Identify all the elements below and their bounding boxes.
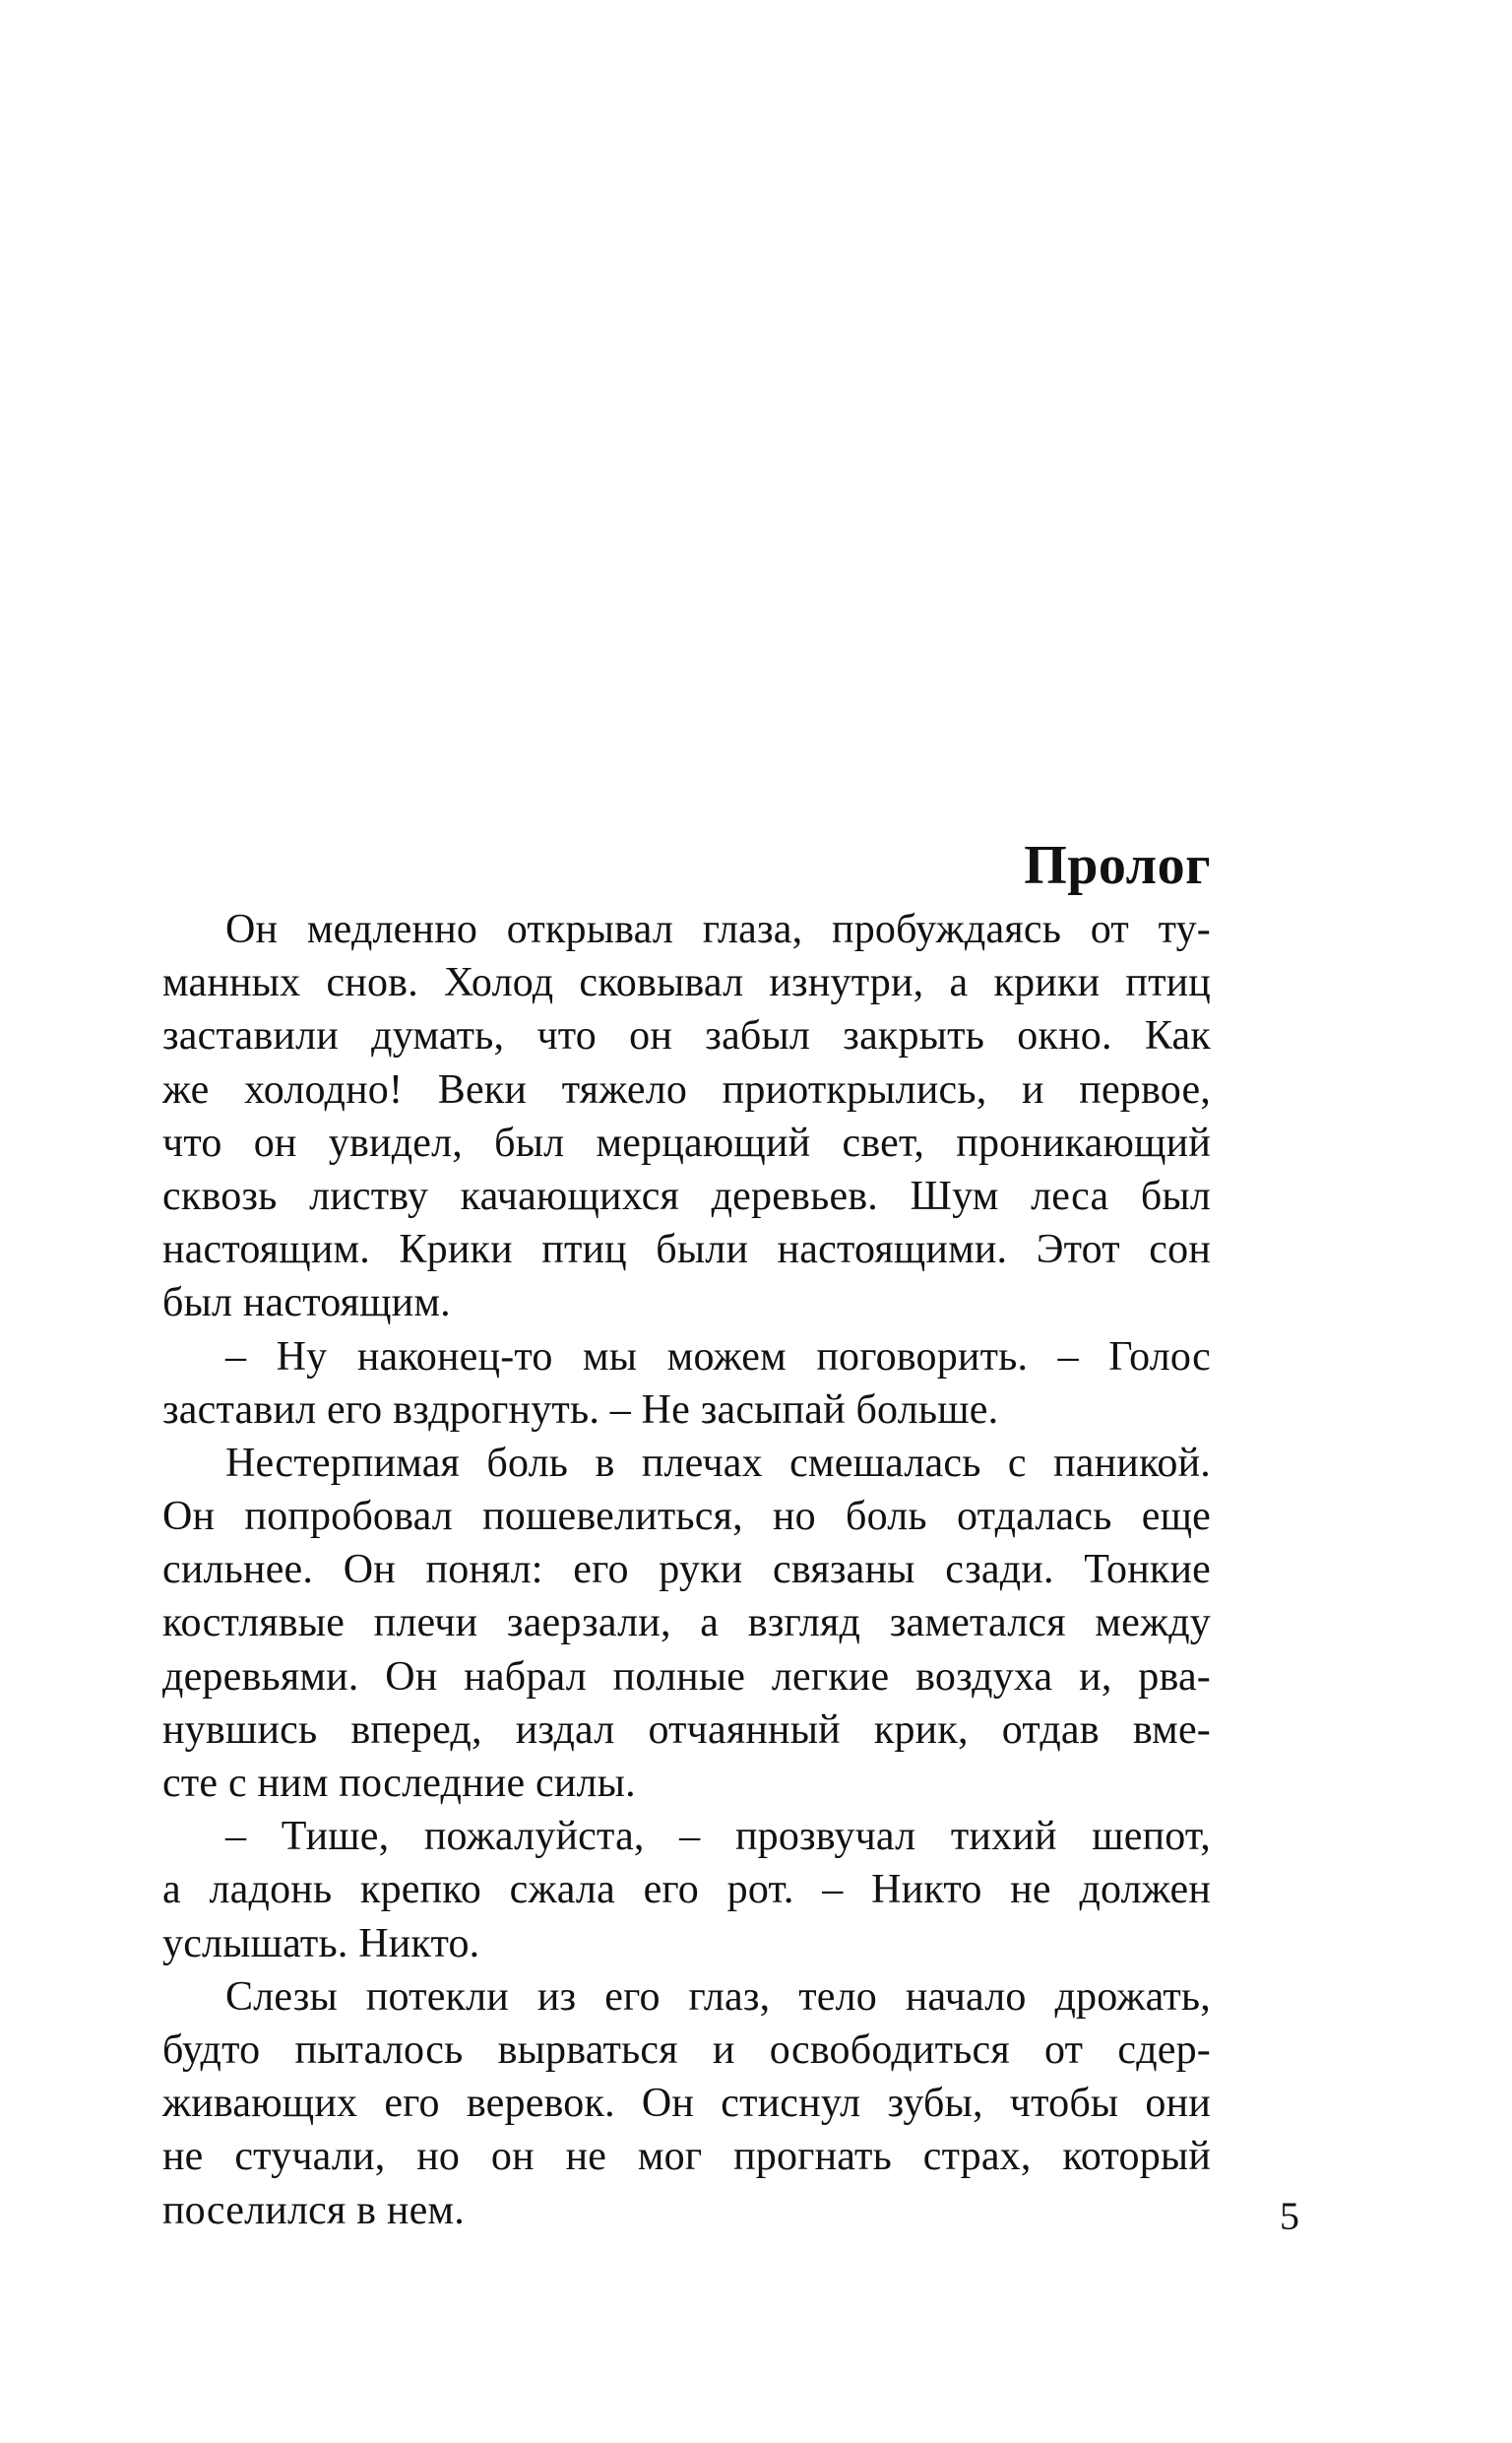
text-line: сте с ним последние силы. <box>162 1761 636 1806</box>
body-text <box>162 903 1211 2237</box>
text-line: живающих его веревок. Он стиснул зубы, чтобы они <box>162 2081 1211 2127</box>
text-line: манных снов. Холод сковывал изнутри, а крики птиц <box>162 960 1211 1006</box>
page-number: 5 <box>1280 2194 1299 2238</box>
text-line: – Тише, пожалуйста, – прозвучал тихий шепот, <box>225 1814 1211 1860</box>
text-line: же холодно! Веки тяжело приоткрылись, и первое, <box>162 1066 1211 1113</box>
text-line: будто пыталось вырваться и освободиться от сдер- <box>162 2026 1211 2073</box>
text-line: а ладонь крепко сжала его рот. – Никто не должен <box>162 1867 1211 1913</box>
text-line: поселился в нем. <box>162 2187 465 2233</box>
text-line: – Ну наконец-то мы можем поговорить. – Голос <box>225 1333 1211 1380</box>
text-line: Слезы потекли из его глаз, тело начало дрожать, <box>225 1973 1211 2020</box>
text-line: не стучали, но он не мог прогнать страх, который <box>162 2134 1211 2180</box>
text-line: нувшись вперед, издал отчаянный крик, отдав вме- <box>162 1706 1211 1753</box>
text-line: Нестерпимая боль в плечах смешалась с паникой. <box>225 1440 1211 1486</box>
text-line: Он медленно открывал глаза, пробуждаясь от ту- <box>225 907 1211 952</box>
text-line: Он попробовал пошевелиться, но боль отдалась еще <box>162 1494 1211 1540</box>
text-line: сквозь листву качающихся деревьев. Шум леса был <box>162 1173 1211 1219</box>
text-line: настоящим. Крики птиц были настоящими. Этот сон <box>162 1227 1211 1273</box>
text-line: заставил его вздрогнуть. – Не засыпай больше. <box>162 1386 999 1433</box>
text-line: заставили думать, что он забыл закрыть окно. Как <box>162 1013 1211 1060</box>
text-line: сильнее. Он понял: его руки связаны сзади. Тонкие <box>162 1547 1211 1593</box>
text-line: что он увидел, был мерцающий свет, проникающий <box>162 1120 1211 1166</box>
text-line: костлявые плечи заерзали, а взгляд заметался между <box>162 1600 1211 1646</box>
text-line: был настоящим. <box>162 1280 451 1326</box>
chapter-title: Пролог <box>1024 834 1211 896</box>
text-line: услышать. Никто. <box>162 1920 480 1966</box>
text-line: деревьями. Он набрал полные легкие воздуха и, рва- <box>162 1653 1211 1700</box>
